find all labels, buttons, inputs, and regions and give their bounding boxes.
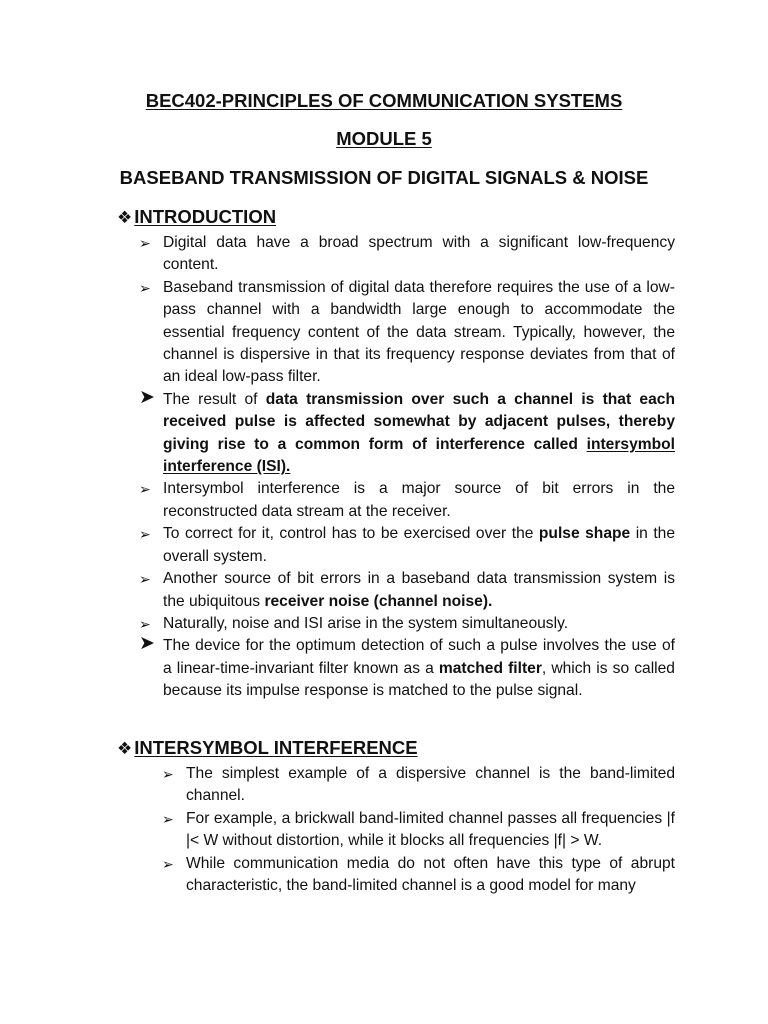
list-item: [139, 277, 675, 389]
arrow-bullet-icon: ➢: [139, 279, 151, 296]
section-heading-intersymbol-interference: [117, 737, 418, 760]
arrow-bullet-icon: ➢: [162, 855, 174, 872]
arrow-bullet-icon: ➤: [139, 386, 155, 408]
course-title: BEC402-PRINCIPLES OF COMMUNICATION SYSTEMS: [145, 90, 623, 111]
text: , which is so called because its impulse response is matched to the pulse signal.: [163, 659, 675, 700]
arrow-bullet-icon: ➢: [139, 526, 151, 543]
arrow-bullet-icon: ➢: [139, 571, 151, 588]
section-heading-introduction: [117, 206, 276, 229]
bold-text: data transmission over such a channel is that each received pulse is affected somewhat by adjacent pulses, thereby giving rise to a common form of interference called: [163, 390, 675, 453]
bold-text: matched filter: [438, 659, 542, 677]
topic-title: BASEBAND TRANSMISSION OF DIGITAL SIGNALS & NOISE: [119, 167, 649, 188]
bold-text: receiver noise (channel noise).: [264, 592, 493, 610]
diamond-bullet-icon: ❖: [117, 208, 133, 227]
text: To correct for it, control has to be exercised over the: [163, 525, 539, 543]
arrow-bullet-icon: ➢: [162, 766, 174, 782]
text: Naturally, noise and ISI arise in the system simultaneously.: [163, 614, 569, 632]
list-item: [162, 763, 675, 808]
diamond-bullet-icon: ❖: [117, 739, 133, 758]
text: in the overall system.: [163, 525, 675, 565]
list-item: [139, 523, 675, 568]
text: For example, a brickwall band-limited channel passes all frequencies |f |< W without distortion, while it blocks all frequencies |f| > W.: [186, 809, 675, 850]
arrow-bullet-icon: ➢: [139, 615, 151, 632]
list-item: [139, 232, 675, 277]
text: Baseband transmission of digital data therefore requires the use of a low-pass channel with a bandwidth large enough to accommodate the essential frequency content of the data stream. Typically, however, the channel is dispersive in that its frequency response deviates from that of an ideal low-pass filter.: [163, 278, 675, 386]
section-heading-text: INTRODUCTION: [134, 206, 277, 227]
text: The simplest example of a dispersive channel is the band-limited channel.: [186, 765, 675, 805]
list-item: [139, 386, 675, 479]
arrow-bullet-icon: ➢: [139, 235, 151, 251]
list-item: [139, 613, 675, 635]
arrow-bullet-icon: ➤: [139, 633, 155, 655]
arrow-bullet-icon: ➢: [139, 481, 151, 498]
list-item: [139, 568, 675, 613]
list-item: [139, 478, 675, 523]
text: Another source of bit errors in a baseband data transmission system is the ubiquitous: [163, 570, 675, 610]
section-heading-text: INTERSYMBOL INTERFERENCE: [134, 737, 418, 758]
isi-bullet-list: [162, 763, 675, 897]
text: Digital data have a broad spectrum with a significant low-frequency content.: [163, 234, 675, 274]
introduction-bullet-list: [139, 232, 675, 703]
text: Intersymbol interference is a major source of bit errors in the reconstructed data stream at the receiver.: [163, 480, 675, 520]
module-title: MODULE 5: [336, 128, 432, 149]
text: The result of: [163, 390, 266, 408]
text: While communication media do not often have this type of abrupt characteristic, the band-limited channel is a good model for many: [186, 854, 675, 895]
text: The device for the optimum detection of such a pulse involves the use of a linear-time-invariant filter known as a: [163, 637, 675, 677]
bold-text: intersymbol interference (ISI).: [163, 435, 675, 476]
list-item: [139, 635, 675, 702]
bold-text: pulse shape: [538, 525, 631, 543]
arrow-bullet-icon: ➢: [162, 810, 174, 827]
list-item: [162, 808, 675, 853]
list-item: [162, 853, 675, 898]
